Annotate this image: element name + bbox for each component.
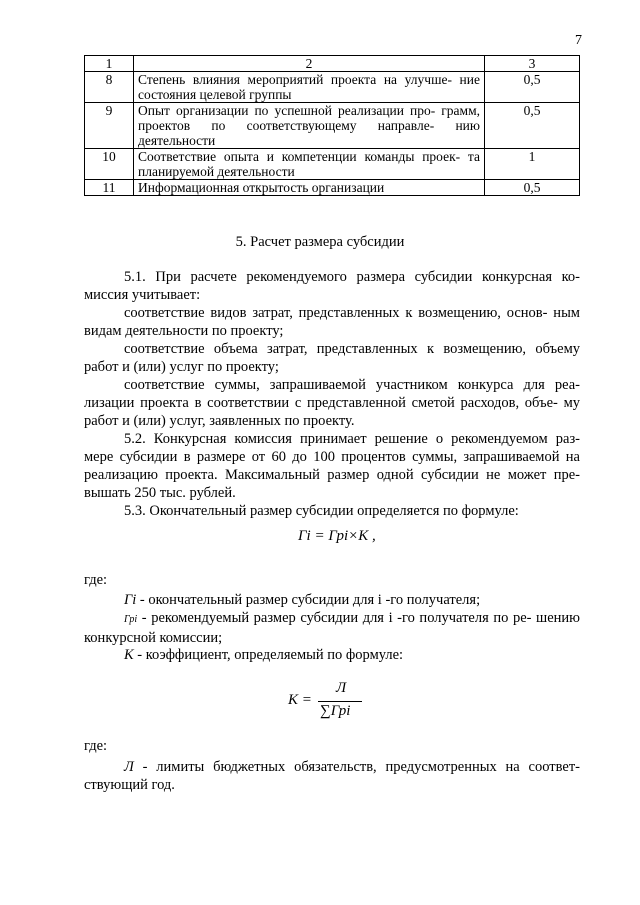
criterion-score: 0,5 [485, 72, 580, 103]
formula-numerator: Л [336, 680, 347, 696]
symbol: K [124, 647, 134, 663]
paragraph: соответствие видов затрат, представленных к возмещению, основ- ным видам деятельности по проекту; [84, 305, 580, 339]
criterion-score: 1 [485, 149, 580, 180]
table-header-row [85, 56, 580, 72]
table-header-cell: 1 [85, 56, 134, 72]
table-row [85, 149, 580, 180]
row-number: 11 [85, 180, 134, 196]
row-number: 8 [85, 72, 134, 103]
fraction-bar [318, 701, 362, 702]
body-text [84, 268, 580, 520]
definition-text: - лимиты бюджетных обязательств, предусмотренных на соответ- ствующий год. [84, 759, 580, 793]
paragraph: 5.3. Окончательный размер субсидии определяется по формуле: [124, 503, 519, 519]
criterion-text: Соответствие опыта и компетенции команды проек- та планируемой деятельности [134, 149, 485, 180]
row-number: 10 [85, 149, 134, 180]
definition-text: - окончательный размер субсидии для i -го получателя; [139, 592, 481, 608]
formula-gi: Гi = Грi×K , [298, 528, 376, 544]
table-header-cell: 2 [134, 56, 485, 72]
where-label: где: [84, 572, 108, 588]
section-title: 5. Расчет размера субсидии [235, 234, 405, 250]
where-label: где: [84, 738, 108, 754]
page-number: 7 [575, 33, 582, 48]
formula-lhs: K = [288, 692, 312, 708]
table-row [85, 72, 580, 103]
definition-text: - коэффициент, определяемый по формуле: [137, 647, 404, 663]
paragraph: 5.1. При расчете рекомендуемого размера субсидии конкурсная ко- миссия учитывает: [84, 269, 580, 303]
paragraph: соответствие суммы, запрашиваемой участником конкурса для реа- лизации проекта в соответствии с представленной сметой расходов, объе- му работ и (или) услуг, заявленных по проекту. [84, 377, 580, 429]
paragraph: соответствие объема затрат, представленных к возмещению, объему работ и (или) услуг по проекту; [84, 341, 580, 375]
definition-k [84, 646, 580, 664]
criteria-table [84, 55, 580, 196]
table-row [85, 180, 580, 196]
definition-l [84, 758, 580, 794]
criterion-text: Информационная открытость организации [134, 180, 485, 196]
criterion-score: 0,5 [485, 103, 580, 149]
definition-gri [84, 609, 580, 647]
symbol: Л [124, 759, 134, 775]
paragraph: 5.2. Конкурсная комиссия принимает решение о рекомендуемом раз- мере субсидии в размере от 60 до 100 процентов суммы, запрашиваемой на реализацию проекта. Максимальный размер одной субсидии не может пре- вышать 250 тыс. рублей. [84, 431, 580, 501]
formula-denominator: ∑Грi [320, 703, 351, 719]
table-header-cell: 3 [485, 56, 580, 72]
symbol: Грi [124, 614, 138, 625]
criterion-text: Опыт организации по успешной реализации про- грамм, проектов по соответствующему направле- нию деятельности [134, 103, 485, 149]
definition-text: - рекомендуемый размер субсидии для i -го получателя по ре- шению конкурсной комиссии; [84, 610, 580, 646]
formula-k [288, 680, 378, 724]
criterion-text: Степень влияния мероприятий проекта на улучше- ние состояния целевой группы [134, 72, 485, 103]
table-row [85, 103, 580, 149]
symbol: Гi [124, 592, 137, 608]
row-number: 9 [85, 103, 134, 149]
criterion-score: 0,5 [485, 180, 580, 196]
definition-gi [84, 591, 580, 609]
